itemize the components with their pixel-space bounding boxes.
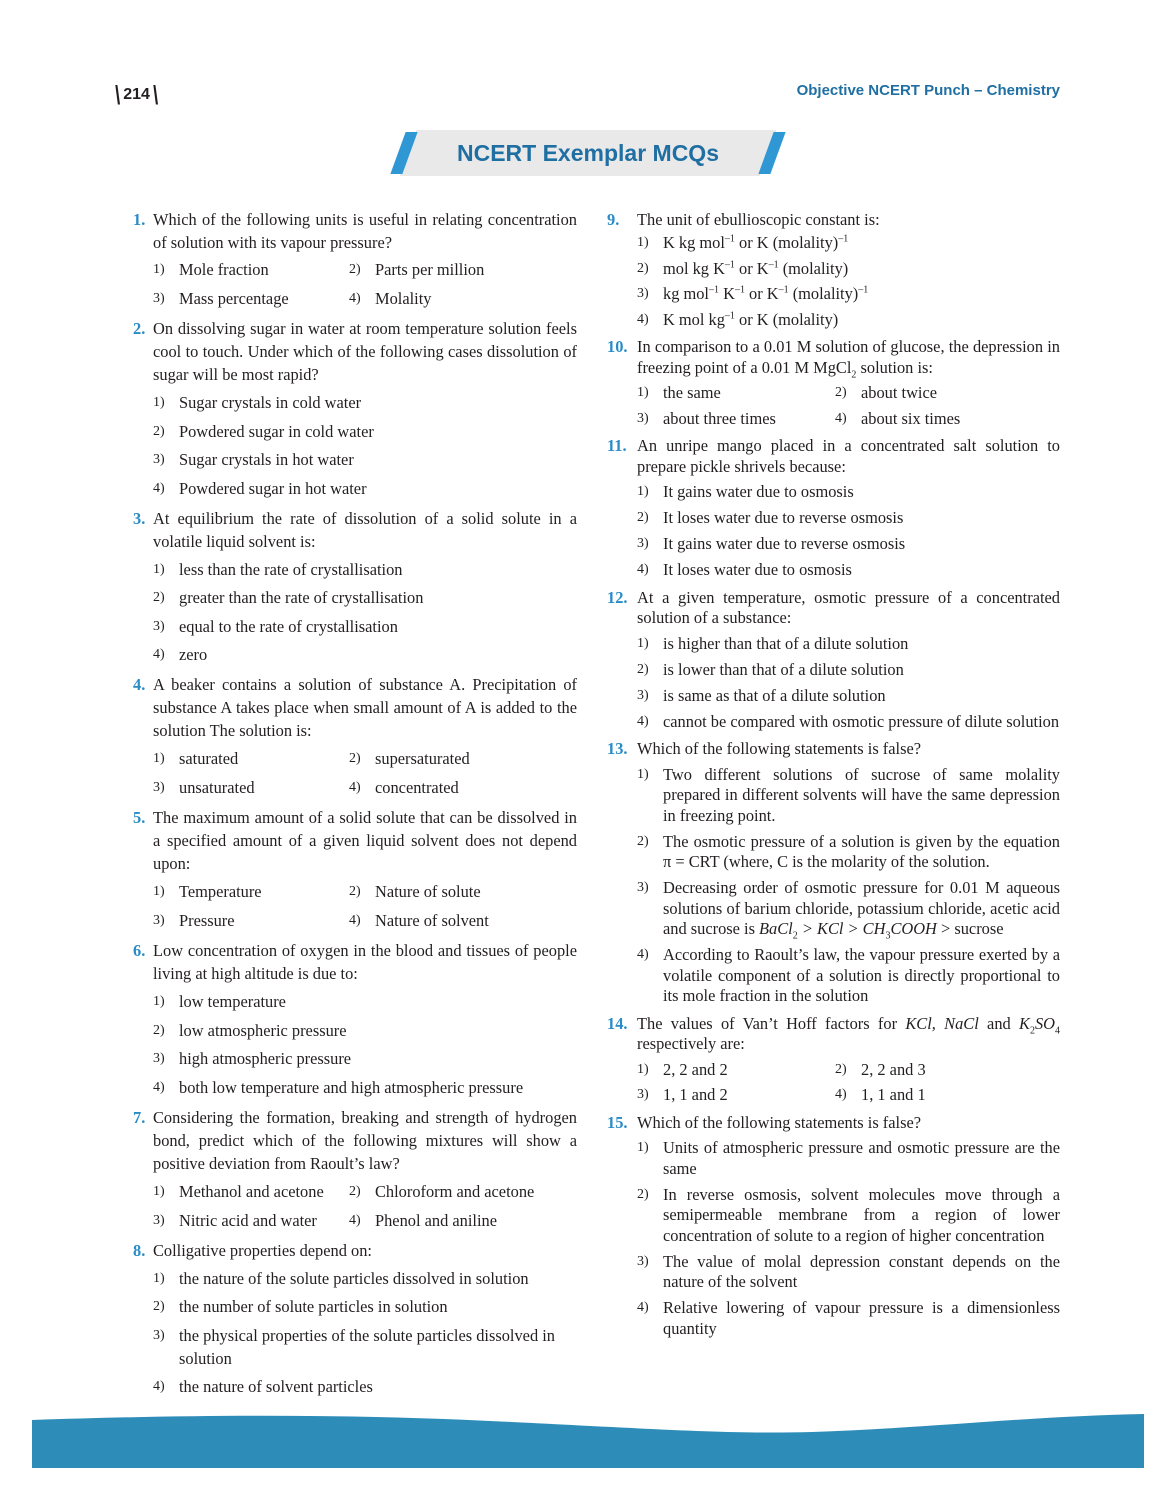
option: 1) Temperature bbox=[153, 882, 262, 901]
question-3: 3. At equilibrium the rate of dissolution of a solid solute in a volatile liquid solvent is: bbox=[133, 508, 577, 551]
option: 1) the same bbox=[637, 383, 721, 402]
option: 1) 2, 2 and 2 bbox=[637, 1059, 728, 1079]
option: 4) According to Raoult’s law, the vapour pressure exerted by a volatile component of a solution is directly proportional to its mole fraction in the solution bbox=[637, 945, 1060, 1005]
question-7-options bbox=[133, 1180, 577, 1232]
option: 2) the number of solute particles in solution bbox=[153, 1297, 448, 1316]
option: 1) Two different solutions of sucrose of same molality prepared in different solvents will have the same depression in freezing point. bbox=[637, 764, 1060, 825]
option: 4) both low temperature and high atmospheric pressure bbox=[153, 1077, 524, 1097]
option: 4) zero bbox=[153, 645, 208, 664]
option: 3) about three times bbox=[637, 408, 776, 428]
option: 2) Chloroform and acetone bbox=[349, 1181, 535, 1201]
question-3-options bbox=[133, 558, 577, 667]
page-number bbox=[114, 80, 159, 110]
option: 4) Phenol and aniline bbox=[349, 1210, 497, 1230]
option: 1) saturated bbox=[153, 749, 239, 768]
question-text: At a given temperature, osmotic pressure of a concentrated solution of a substance: bbox=[637, 587, 1060, 627]
question-1-options bbox=[133, 258, 577, 310]
option: 2) Powdered sugar in cold water bbox=[153, 421, 374, 441]
option: 4) Molality bbox=[349, 289, 432, 308]
option: 4) the nature of solvent particles bbox=[153, 1377, 373, 1396]
option: 2) It loses water due to reverse osmosis bbox=[637, 508, 904, 527]
option: 2) Parts per million bbox=[349, 260, 485, 279]
question-text: Colligative properties depend on: bbox=[153, 1240, 372, 1260]
question-15-options bbox=[607, 1138, 1060, 1339]
question-text: Considering the formation, breaking and strength of hydrogen bond, predict which of the following mixtures will show a positive deviation from Raoult’s law? bbox=[153, 1107, 577, 1173]
question-12-options bbox=[607, 634, 1060, 733]
option: 1) Methanol and acetone bbox=[153, 1181, 324, 1201]
question-5-options bbox=[133, 880, 577, 932]
option: 1) low temperature bbox=[153, 992, 286, 1011]
question-text: The maximum amount of a solid solute that can be dissolved in a specified amount of a given liquid solvent does not depend upon: bbox=[153, 808, 577, 873]
option: 3) equal to the rate of crystallisation bbox=[153, 616, 398, 636]
option: 2) low atmospheric pressure bbox=[153, 1020, 347, 1040]
question-text: The values of Van’t Hoff factors for KCl, NaCl and $K_2SO_4$ respectively are: bbox=[637, 1013, 1060, 1053]
question-7: 7. Considering the formation, breaking and strength of hydrogen bond, predict which of the following mixtures will show a positive deviation from Raoult’s law? bbox=[133, 1107, 577, 1173]
option: 4) 1, 1 and 1 bbox=[835, 1085, 926, 1104]
question-text: Low concentration of oxygen in the blood and tissues of people living at high altitude is due to: bbox=[153, 941, 577, 983]
option: 2) supersaturated bbox=[349, 749, 470, 768]
option: 3) Pressure bbox=[153, 911, 235, 930]
question-9: 9. The unit of ebullioscopic constant is: bbox=[607, 210, 880, 229]
option: 2) The osmotic pressure of a solution is given by the equation π = CRT (where, C is the molarity of the solution. bbox=[637, 831, 1060, 871]
question-10-options bbox=[607, 383, 1060, 429]
question-6: 6. Low concentration of oxygen in the blood and tissues of people living at high altitude is due to: bbox=[133, 941, 577, 983]
option: 1) K kg mol$^{-1}$ or K (molality)$^{-1}$ bbox=[637, 233, 849, 252]
footer-wave bbox=[32, 1412, 1144, 1468]
option: 4) concentrated bbox=[349, 778, 459, 797]
question-4: 4. A beaker contains a solution of substance A. Precipitation of substance A takes place when small amount of A is added to the solution The solution is: bbox=[133, 675, 577, 740]
slash-left: \ bbox=[115, 79, 121, 110]
option: 3) The value of molal depression constant depends on the nature of the solvent bbox=[637, 1251, 1060, 1291]
question-12: 12. At a given temperature, osmotic pressure of a concentrated solution of a substance: bbox=[607, 587, 1060, 627]
question-11: 11. An unripe mango placed in a concentrated salt solution to prepare pickle shrivels because: bbox=[607, 436, 1060, 476]
option: 2) about twice bbox=[835, 383, 938, 402]
option: 1) It gains water due to osmosis bbox=[637, 482, 854, 501]
question-8-options bbox=[133, 1267, 577, 1399]
question-13: 13. Which of the following statements is false? bbox=[607, 739, 922, 758]
option: 4) about six times bbox=[835, 408, 961, 428]
question-text: Which of the following statements is false? bbox=[637, 1112, 922, 1132]
question-8: 8. Colligative properties depend on: bbox=[133, 1240, 372, 1260]
section-banner bbox=[392, 130, 784, 176]
option: 3) high atmospheric pressure bbox=[153, 1049, 352, 1068]
option: 3) kg mol$^{-1}$ $K^{-1}$ or $K^{-1}$ (molality)$^{-1}$ bbox=[637, 284, 869, 303]
option: 2) Nature of solute bbox=[349, 882, 481, 901]
option: 3) unsaturated bbox=[153, 778, 255, 797]
option: 1) is higher than that of a dilute solution bbox=[637, 633, 909, 653]
option: 4) Nature of solvent bbox=[349, 911, 489, 930]
question-11-options bbox=[607, 482, 1060, 581]
question-text: At equilibrium the rate of dissolution of a solid solute in a volatile liquid solvent is: bbox=[153, 508, 577, 551]
option: 4) K mol $kg^{-1}$ or K (molality) bbox=[637, 309, 839, 329]
option: 1) less than the rate of crystallisation bbox=[153, 559, 403, 579]
question-text: The unit of ebullioscopic constant is: bbox=[637, 210, 880, 229]
option: 3) 1, 1 and 2 bbox=[637, 1085, 728, 1104]
question-text: Which of the following statements is false? bbox=[637, 739, 922, 758]
option: 2) In reverse osmosis, solvent molecules move through a semipermeable membrane from a region of lower concentration of solute to a region of higher concentration bbox=[637, 1184, 1060, 1245]
option: 3) Mass percentage bbox=[153, 289, 289, 308]
option: 3) Decreasing order of osmotic pressure for 0.01 M aqueous solutions of barium chloride, potassium chloride, acetic acid and sucrose is BaCl$_2$ > KCl > $CH_3COOH$ > sucrose bbox=[637, 878, 1060, 942]
option: 3) is same as that of a dilute solution bbox=[637, 685, 886, 705]
option: 4) Powdered sugar in hot water bbox=[153, 478, 367, 498]
left-column bbox=[133, 208, 577, 1398]
option: 3) Nitric acid and water bbox=[153, 1210, 317, 1230]
option: 2) mol kg $K^{-1}$ or $K^{-1}$ (molality) bbox=[637, 258, 849, 278]
book-title: Objective NCERT Punch – Chemistry bbox=[796, 82, 1060, 99]
option: 4) cannot be compared with osmotic pressure of dilute solution bbox=[637, 711, 1060, 731]
question-15: 15. Which of the following statements is false? bbox=[607, 1112, 922, 1132]
question-text: An unripe mango placed in a concentrated salt solution to prepare pickle shrivels because: bbox=[637, 436, 1060, 476]
question-14: 14. The values of Van’t Hoff factors for KCl, NaCl and $K_2SO_4$ respectively are: bbox=[607, 1013, 1060, 1053]
option: 2) 2, 2 and 3 bbox=[835, 1059, 926, 1079]
question-10: 10. In comparison to a 0.01 M solution of glucose, the depression in freezing point of a 0.01 M MgCl$_2$ solution is: bbox=[607, 337, 1060, 380]
question-5: 5. The maximum amount of a solid solute that can be dissolved in a specified amount of a given liquid solvent does not depend upon: bbox=[133, 808, 577, 873]
option: 3) the physical properties of the solute particles dissolved in solution bbox=[153, 1325, 555, 1368]
option: 2) greater than the rate of crystallisation bbox=[153, 588, 424, 607]
question-2-options bbox=[133, 391, 577, 500]
option: 1) the nature of the solute particles dissolved in solution bbox=[153, 1268, 529, 1288]
option: 2) is lower than that of a dilute solution bbox=[637, 659, 904, 679]
question-6-options bbox=[133, 990, 577, 1099]
option: 1) Sugar crystals in cold water bbox=[153, 393, 362, 412]
question-4-options bbox=[133, 747, 577, 799]
section-title: NCERT Exemplar MCQs bbox=[456, 140, 719, 166]
option: 1) Mole fraction bbox=[153, 260, 269, 279]
slash-right: \ bbox=[153, 79, 159, 110]
question-text: Which of the following units is useful in relating concentration of solution with its vapour pressure? bbox=[153, 210, 577, 252]
right-column bbox=[607, 208, 1060, 1339]
question-text: A beaker contains a solution of substance A. Precipitation of substance A takes place when small amount of A is added to the solution The solution is: bbox=[153, 675, 577, 740]
option: 1) Units of atmospheric pressure and osmotic pressure are the same bbox=[637, 1138, 1060, 1178]
question-1: 1. Which of the following units is useful in relating concentration of solution with its vapour pressure? bbox=[133, 210, 577, 252]
question-text: In comparison to a 0.01 M solution of glucose, the depression in freezing point of a 0.01 M MgCl$_2$ solution is: bbox=[637, 337, 1060, 380]
option: 4) Relative lowering of vapour pressure is a dimensionless quantity bbox=[637, 1298, 1060, 1338]
option: 4) It loses water due to osmosis bbox=[637, 560, 852, 579]
question-2: 2. On dissolving sugar in water at room temperature solution feels cool to touch. Under which of the following cases dissolution of sugar will be most rapid? bbox=[133, 319, 577, 384]
question-9-options bbox=[607, 233, 1060, 330]
question-13-options bbox=[607, 765, 1060, 1007]
question-14-options bbox=[607, 1060, 1060, 1106]
option: 3) Sugar crystals in hot water bbox=[153, 450, 354, 469]
option: 3) It gains water due to reverse osmosis bbox=[637, 534, 906, 553]
page-number-text: 214 bbox=[123, 86, 150, 103]
question-text: On dissolving sugar in water at room temperature solution feels cool to touch. Under which of the following cases dissolution of sugar will be most rapid? bbox=[153, 319, 577, 384]
